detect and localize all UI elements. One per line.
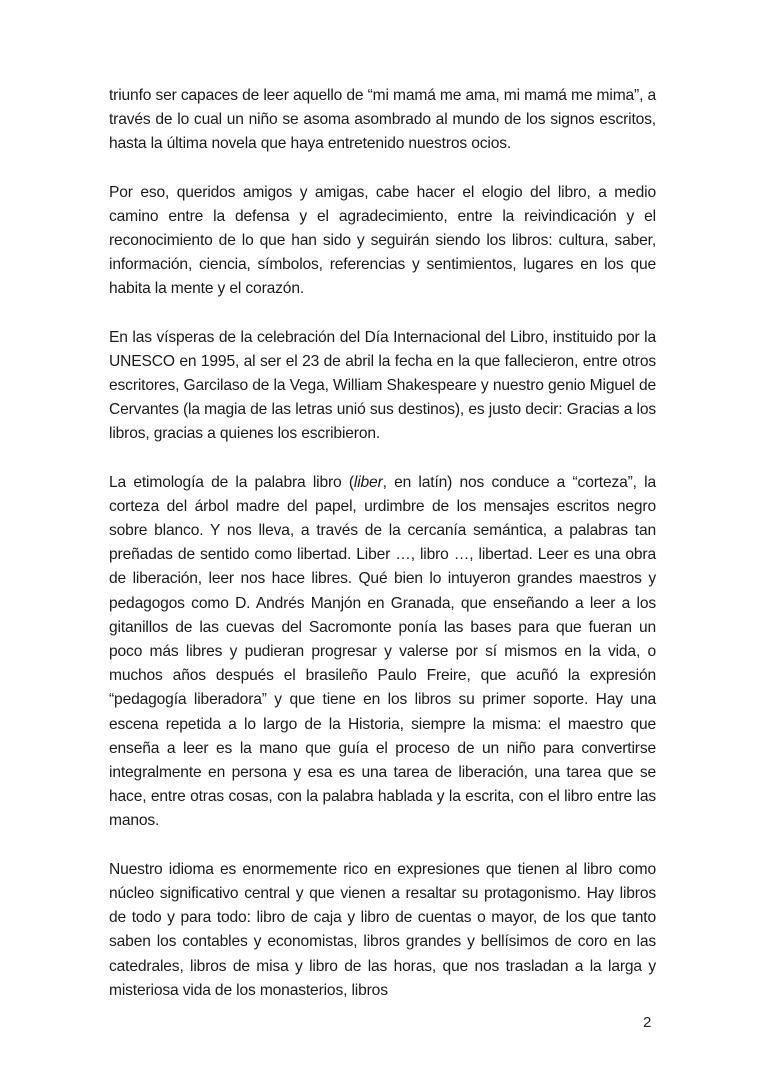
paragraph-dia-internacional-del-libro: En las vísperas de la celebración del Día Internacional del Libro, instituido por la UNESCO en 1995, al ser el 23 de abril la fecha en la que fallecieron, entre otros escritores, Garcilaso de la Vega, William Shakespeare y nuestro genio Miguel de Cervantes (la magia de las letras unió sus destinos), es justo decir: Gracias a los libros, gracias a quienes los escribieron.	[109, 328, 656, 443]
etimologia-text-start: La etimología de la palabra libro (	[109, 473, 354, 491]
page-number: 2	[643, 1014, 652, 1031]
paragraph-etimologia	[109, 471, 656, 834]
paragraph-ocios: triunfo ser capaces de leer aquello de “mi mamá me ama, mi mamá me mima”, a través de lo cual un niño se asoma asombrado al mundo de los signos escritos, hasta la última novela que haya entretenido nuestros ocios.	[109, 87, 656, 153]
liber-italic-term: liber	[353, 473, 383, 491]
document-page-body	[109, 84, 656, 1003]
etimologia-text-rest: , en latín) nos conduce a “corteza”, la corteza del árbol madre del papel, urdimbre de los mensajes escritos negro sobre blanco. Y nos lleva, a través de la cercanía semántica, a palabras tan preñadas de sentido como libertad. Liber …, libro …, libertad. Leer es una obra de liberación, leer nos hace libres. Qué bien lo intuyeron grandes maestros y pedagogos como D. Andrés Manjón en Granada, que enseñando a leer a los gitanillos de las cuevas del Sacromonte ponía las bases para que fueran un poco más libres y pudieran progresar y valerse por sí mismos en la vida, o muchos años después el brasileño Paulo Freire, que acuñó la expresión “pedagogía liberadora” y que tiene en los libros su primer soporte. Hay una escena repetida a lo largo de la Historia, siempre la misma: el maestro que enseña a leer es la mano que guía el proceso de un niño para convertirse integralmente en persona y esa es una tarea de liberación, una tarea que se hace, entre otras cosas, con la palabra hablada y la escrita, con el libro entre las manos.	[109, 473, 656, 830]
paragraph-elogio-del-libro: Por eso, queridos amigos y amigas, cabe hacer el elogio del libro, a medio camino entre la defensa y el agradecimiento, entre la reivindicación y el reconocimiento de lo que han sido y seguirán siendo los libros: cultura, saber, información, ciencia, símbolos, referencias y sentimientos, lugares en los que habita la mente y el corazón.	[109, 183, 656, 298]
paragraph-nuestro-idioma: Nuestro idioma es enormemente rico en expresiones que tienen al libro como núcleo significativo central y que vienen a resaltar su protagonismo. Hay libros de todo y para todo: libro de caja y libro de cuentas o mayor, de los que tanto saben los contables y economistas, libros grandes y bellísimos de coro en las catedrales, libros de misa y libro de las horas, que nos trasladan a la larga y misteriosa vida de los monasterios, libros	[109, 860, 656, 999]
